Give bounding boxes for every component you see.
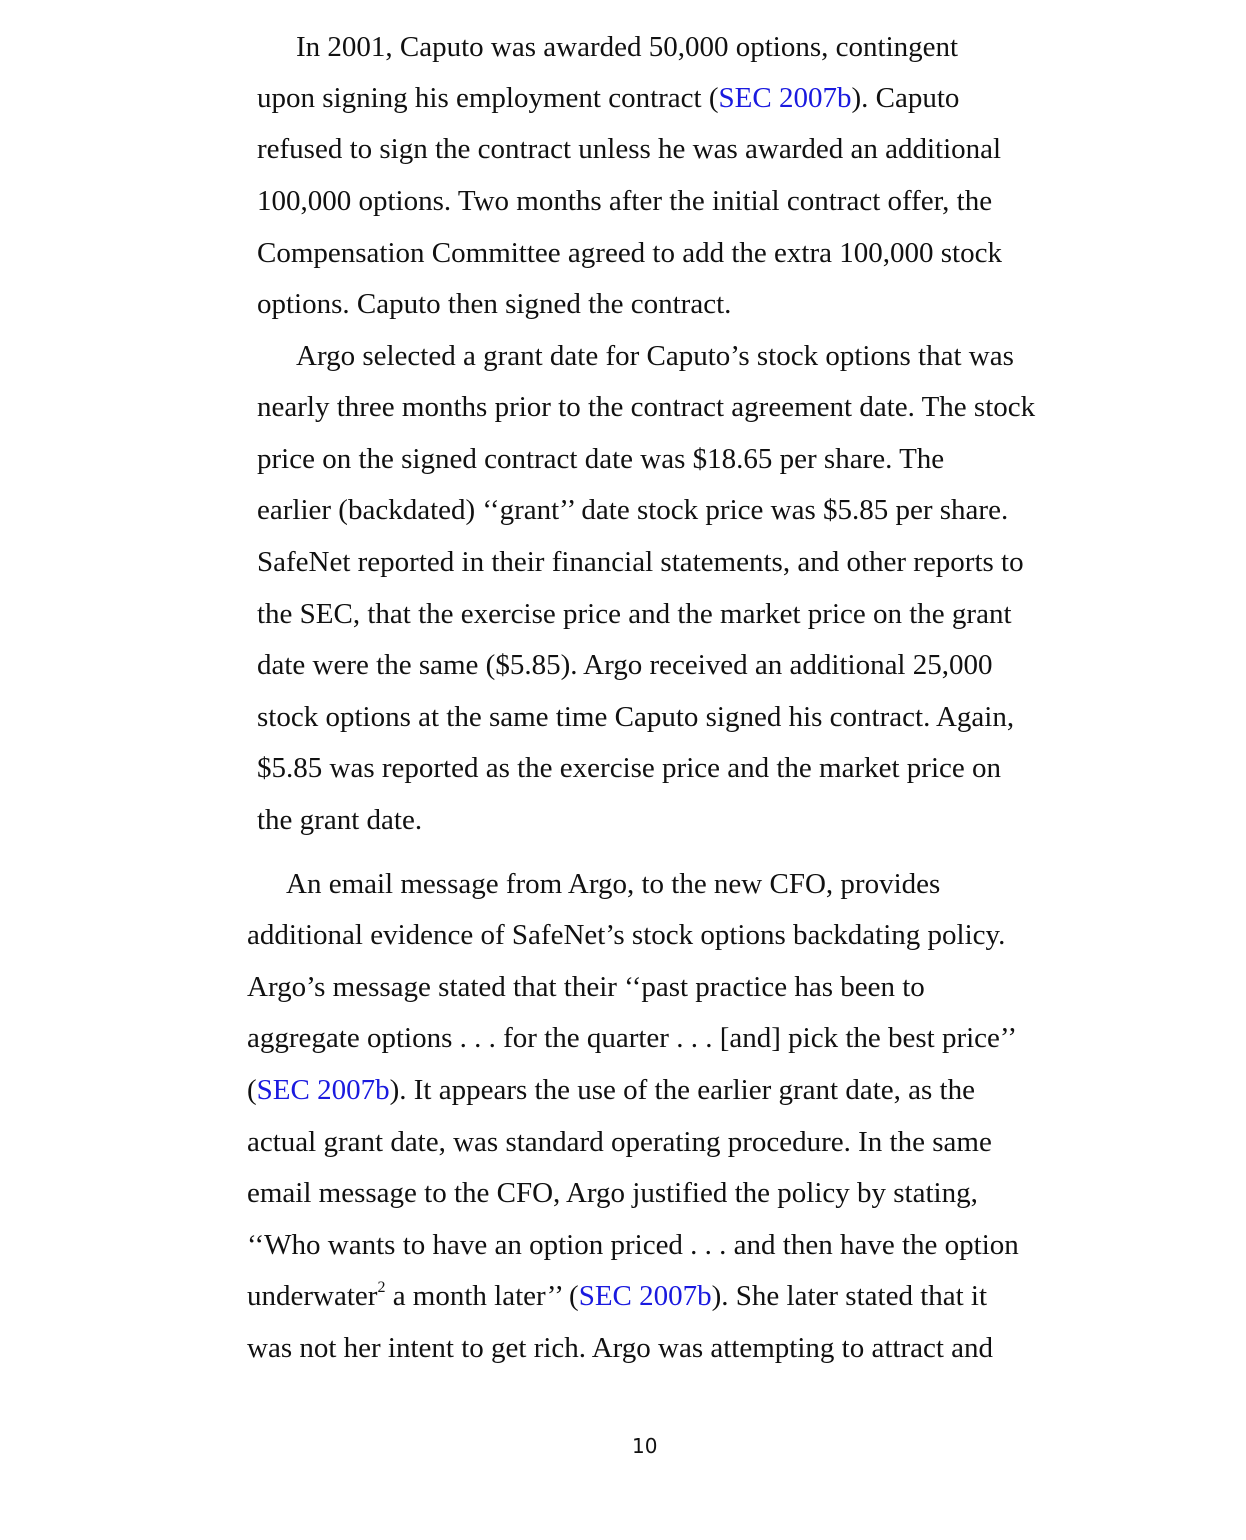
- text-line: $5.85 was reported as the exercise price and the market price on: [257, 752, 1002, 784]
- text-line: aggregate options . . . for the quarter . . . [and] pick the best price’’: [247, 1022, 1018, 1054]
- text-line: [247, 1076, 975, 1105]
- citation-link[interactable]: SEC 2007b: [718, 82, 852, 114]
- text-line: An email message from Argo, to the new CFO, provides: [286, 868, 941, 900]
- text-span: underwater: [247, 1280, 378, 1312]
- text-line: Argo selected a grant date for Caputo’s stock options that was: [296, 340, 1014, 372]
- text-span: a month later’’ (: [385, 1280, 579, 1312]
- text-span: ). She later stated that it: [711, 1280, 988, 1312]
- text-span: (: [247, 1074, 257, 1106]
- text-span: ). It appears the use of the earlier grant date, as the: [389, 1074, 975, 1106]
- text-line: price on the signed contract date was $18.65 per share. The: [257, 443, 945, 475]
- text-line: Argo’s message stated that their ‘‘past practice has been to: [247, 971, 925, 1003]
- footnote-marker[interactable]: 2: [377, 1279, 386, 1296]
- text-line: [247, 1279, 988, 1312]
- citation-link[interactable]: SEC 2007b: [256, 1074, 390, 1106]
- text-line: nearly three months prior to the contract agreement date. The stock: [257, 391, 1036, 423]
- text-line: earlier (backdated) ‘‘grant’’ date stock price was $5.85 per share.: [257, 494, 1009, 526]
- text-line: actual grant date, was standard operating procedure. In the same: [247, 1126, 992, 1158]
- text-line: email message to the CFO, Argo justified the policy by stating,: [247, 1177, 978, 1209]
- citation-link[interactable]: SEC 2007b: [578, 1280, 712, 1312]
- text-line: In 2001, Caputo was awarded 50,000 options, contingent: [296, 31, 959, 63]
- text-line: refused to sign the contract unless he was awarded an additional: [257, 133, 1002, 165]
- page-number: 10: [632, 1434, 658, 1458]
- text-line: [257, 84, 959, 113]
- text-line: options. Caputo then signed the contract.: [257, 288, 732, 320]
- text-line: the grant date.: [257, 804, 423, 836]
- text-line: Compensation Committee agreed to add the extra 100,000 stock: [257, 237, 1002, 269]
- text-line: 100,000 options. Two months after the initial contract offer, the: [257, 185, 993, 217]
- text-line: the SEC, that the exercise price and the market price on the grant: [257, 598, 1012, 630]
- text-span: upon signing his employment contract (: [257, 82, 719, 114]
- text-line: date were the same ($5.85). Argo received an additional 25,000: [257, 649, 993, 681]
- text-line: ‘‘Who wants to have an option priced . . . and then have the option: [247, 1229, 1019, 1261]
- text-line: stock options at the same time Caputo signed his contract. Again,: [257, 701, 1015, 733]
- text-line: additional evidence of SafeNet’s stock options backdating policy.: [247, 919, 1006, 951]
- text-line: was not her intent to get rich. Argo was attempting to attract and: [247, 1332, 994, 1364]
- text-span: ). Caputo: [851, 82, 960, 114]
- text-line: SafeNet reported in their financial statements, and other reports to: [257, 546, 1024, 578]
